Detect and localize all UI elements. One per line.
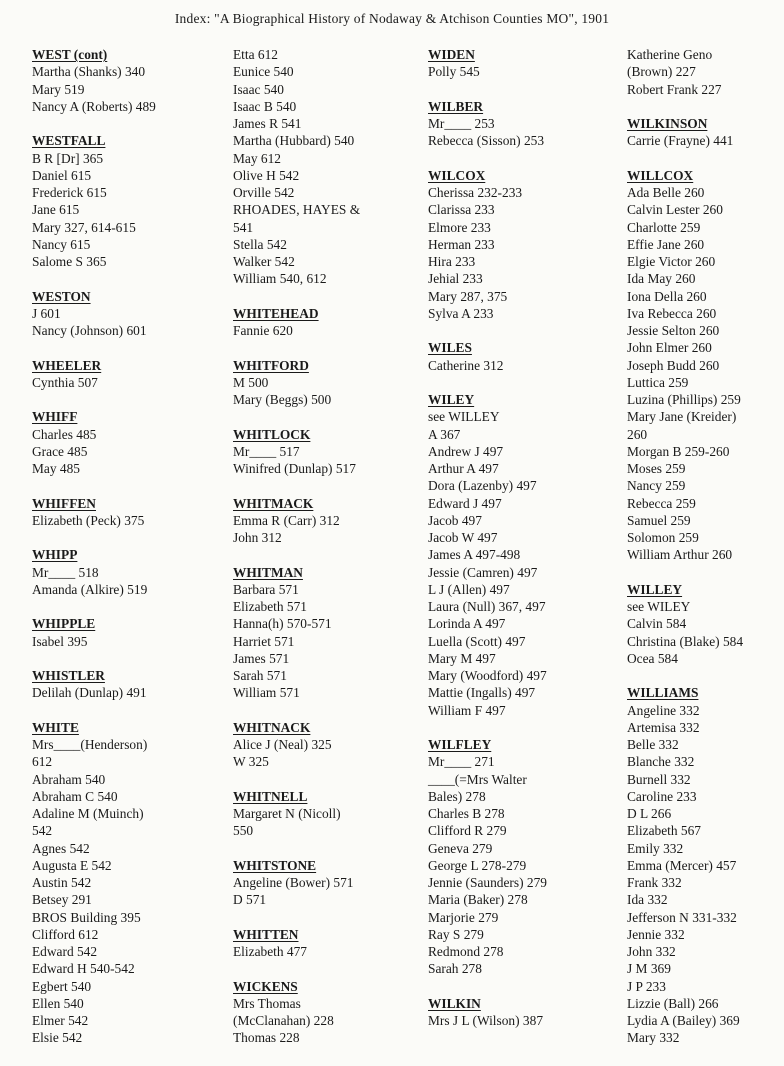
index-entry: Catherine 312 [428,357,504,373]
index-entry: Ray S 279 [428,926,484,942]
index-entry: Christina (Blake) 584 [627,633,744,649]
index-entry: Katherine Geno [627,47,713,62]
index-entry: (Brown) 227 [627,64,696,80]
index-entry: Luzina (Phillips) 259 [627,392,741,407]
index-entry: Mrs J L (Wilson) 387 [428,1013,544,1028]
section-spacer [627,667,784,684]
surname-heading: WHITMACK [233,495,314,511]
index-entry: Frank 332 [627,875,682,890]
index-entry: Nancy 615 [32,236,91,252]
index-entry: Mr____ 253 [428,116,495,131]
section-spacer [32,650,222,667]
index-entry: Martha (Hubbard) 540 [233,133,355,149]
index-entry: J 601 [32,305,61,321]
index-entry: BROS Building 395 [32,909,141,925]
index-entry: Nancy A (Roberts) 489 [32,98,156,114]
index-entry: 550 [233,823,254,839]
index-entry: Jessie (Camren) 497 [428,564,538,580]
index-entry: Mary Jane (Kreider) [627,409,737,425]
index-entry: Ocea 584 [627,650,678,666]
surname-heading: WEST (cont) [32,47,108,62]
section-spacer [32,391,222,408]
surname-heading: WHEELER [32,357,102,373]
index-entry: Mary M 497 [428,650,496,666]
index-entry: Polly 545 [428,64,480,80]
index-entry: Betsey 291 [32,892,92,908]
index-entry: Walker 542 [233,254,295,269]
index-entry: Abraham 540 [32,771,106,787]
section-spacer [32,598,222,615]
index-entry: Luttica 259 [627,374,689,390]
index-entry: Barbara 571 [233,581,299,597]
index-entry: Elizabeth 567 [627,823,701,839]
index-entry: Artemisa 332 [627,719,700,735]
page-title: Index: "A Biographical History of Nodaway & Atchison Counties MO", 1901 [174,11,610,26]
index-entry: Ida 332 [627,892,668,908]
surname-heading: WHITNELL [233,788,308,804]
index-entry: Martha (Shanks) 340 [32,64,146,80]
index-entry: Ada Belle 260 [627,185,705,200]
index-entry: Bales) 278 [428,788,486,804]
index-entry: Mattie (Ingalls) 497 [428,685,536,701]
index-entry: Iona Della 260 [627,288,707,304]
surname-heading: WILFLEY [428,737,492,752]
index-entry: Jehial 233 [428,271,483,287]
index-entry: John 332 [627,944,676,959]
index-entry: J P 233 [627,978,666,994]
index-entry: Mr____ 271 [428,754,495,770]
index-entry: see WILLEY [428,409,500,425]
index-entry: (McClanahan) 228 [233,1013,334,1028]
index-entry: Joseph Budd 260 [627,357,720,373]
index-entry: Iva Rebecca 260 [627,305,717,321]
index-entry: Frederick 615 [32,185,107,200]
index-entry: Etta 612 [233,47,278,62]
index-entry: D 571 [233,892,267,908]
index-entry: Thomas 228 [233,1030,300,1046]
index-entry: Jefferson N 331-332 [627,909,737,925]
index-entry: Daniel 615 [32,167,92,183]
surname-heading: WILLIAMS [627,685,699,701]
index-entry: William 571 [233,685,300,701]
index-entry: May 485 [32,461,80,476]
section-spacer [32,270,222,287]
index-entry: Emily 332 [627,840,684,856]
index-entry: Luella (Scott) 497 [428,633,526,649]
index-entry: Nancy 259 [627,478,686,494]
index-entry: RHOADES, HAYES & [233,202,361,218]
section-spacer [627,150,784,167]
surname-heading: WESTFALL [32,133,106,149]
index-entry: Carrie (Frayne) 441 [627,133,734,149]
section-spacer [233,840,423,857]
index-entry: Delilah (Dunlap) 491 [32,685,147,701]
index-entry: Charles B 278 [428,806,505,821]
index-entry: Salome S 365 [32,254,107,269]
section-spacer [428,322,618,339]
section-spacer [428,374,618,391]
index-entry: Mary (Woodford) 497 [428,668,547,683]
index-entry: Nancy (Johnson) 601 [32,323,147,338]
index-entry: 542 [32,823,53,839]
index-entry: Blanche 332 [627,754,695,770]
index-entry: Emma R (Carr) 312 [233,512,340,528]
surname-heading: WILCOX [428,167,486,183]
index-entry: B R [Dr] 365 [32,150,104,166]
surname-heading: WHITE [32,719,79,735]
index-entry: Mary 332 [627,1030,680,1046]
index-entry: Andrew J 497 [428,443,504,459]
index-entry: James 571 [233,650,290,666]
index-entry: Solomon 259 [627,530,699,545]
surname-heading: WHITNACK [233,719,311,735]
index-entry: Edward H 540-542 [32,961,135,977]
index-entry: Jane 615 [32,202,80,218]
index-entry: D L 266 [627,806,672,821]
surname-heading: WHITFORD [233,357,309,373]
index-entry: Cynthia 507 [32,374,98,390]
index-entry: Adaline M (Muinch) [32,806,144,821]
index-entry: 541 [233,219,254,235]
index-entry: Lydia A (Bailey) 369 [627,1013,740,1028]
index-column-3 [428,46,618,1029]
index-entry: Harriet 571 [233,633,295,649]
index-entry: Isaac 540 [233,81,284,97]
index-entry: Dora (Lazenby) 497 [428,478,537,494]
section-spacer [32,529,222,546]
index-entry: 260 [627,426,648,442]
index-entry: Caroline 233 [627,788,697,804]
index-entry: ____(=Mrs Walter [428,771,527,787]
index-entry: Lizzie (Ball) 266 [627,995,719,1011]
index-entry: Calvin 584 [627,616,687,632]
surname-heading: WILBER [428,98,484,114]
index-entry: Rebecca 259 [627,495,696,511]
index-entry: Ellen 540 [32,995,84,1011]
index-column-1 [32,46,222,1047]
index-column-2 [233,46,423,1047]
index-entry: Orville 542 [233,185,295,200]
index-entry: Isabel 395 [32,633,88,649]
section-spacer [233,960,423,977]
index-entry: Isaac B 540 [233,98,297,114]
surname-heading: WHIFF [32,409,78,425]
index-entry: A 367 [428,426,461,442]
index-entry: Sarah 278 [428,961,482,977]
index-entry: Grace 485 [32,443,88,459]
section-spacer [428,978,618,995]
index-entry: Mary 287, 375 [428,288,508,304]
index-entry: Angeline (Bower) 571 [233,875,354,890]
section-spacer [233,339,423,356]
index-entry: Clifford 612 [32,926,99,942]
index-entry: W 325 [233,754,269,770]
index-entry: Samuel 259 [627,512,691,528]
surname-heading: WILKINSON [627,116,708,131]
index-entry: William F 497 [428,702,506,718]
index-entry: Sylva A 233 [428,305,494,321]
index-entry: Moses 259 [627,461,686,476]
index-entry: L J (Allen) 497 [428,581,510,597]
surname-heading: WHITEHEAD [233,305,319,321]
index-entry: Sarah 571 [233,668,287,683]
surname-heading: WILLEY [627,581,683,597]
index-entry: Belle 332 [627,737,679,752]
index-entry: Fannie 620 [233,323,293,338]
index-entry: Elsie 542 [32,1030,83,1046]
index-entry: James A 497-498 [428,547,521,563]
index-entry: John Elmer 260 [627,340,712,356]
surname-heading: WHIFFEN [32,495,96,511]
index-entry: Burnell 332 [627,771,691,787]
index-entry: Maria (Baker) 278 [428,892,528,908]
section-spacer [32,339,222,356]
index-entry: Jacob 497 [428,512,482,528]
index-entry: Stella 542 [233,236,287,252]
surname-heading: WHITLOCK [233,426,311,442]
index-entry: Mary 519 [32,81,85,97]
index-entry: Eunice 540 [233,64,294,80]
index-entry: Morgan B 259-260 [627,443,730,459]
section-spacer [428,719,618,736]
section-spacer [233,909,423,926]
index-entry: Jacob W 497 [428,530,498,545]
index-entry: Ida May 260 [627,271,696,287]
surname-heading: WICKENS [233,978,298,994]
section-spacer [233,477,423,494]
index-entry: Clifford R 279 [428,823,507,839]
index-entry: Elmer 542 [32,1013,89,1028]
index-entry: Calvin Lester 260 [627,202,723,218]
index-entry: Angeline 332 [627,702,700,718]
section-spacer [233,702,423,719]
index-entry: Herman 233 [428,236,495,252]
surname-heading: WHIPPLE [32,616,96,632]
section-spacer [32,477,222,494]
index-entry: James R 541 [233,116,302,131]
index-entry: Geneva 279 [428,840,493,856]
index-entry: Mary 327, 614-615 [32,219,136,235]
section-spacer [627,98,784,115]
section-spacer [32,702,222,719]
section-spacer [627,564,784,581]
index-entry: Abraham C 540 [32,788,118,804]
surname-heading: WHITSTONE [233,857,317,873]
section-spacer [233,408,423,425]
index-entry: Edward 542 [32,944,98,959]
index-entry: Edward J 497 [428,495,502,511]
index-entry: Mrs____(Henderson) [32,737,148,752]
surname-heading: WILEY [428,392,475,407]
index-entry: Agnes 542 [32,840,90,856]
index-entry: Amanda (Alkire) 519 [32,581,148,597]
surname-heading: WILLCOX [627,167,694,183]
index-entry: 612 [32,754,53,770]
index-entry: John 312 [233,530,282,545]
section-spacer [233,288,423,305]
index-entry: Elmore 233 [428,219,491,235]
surname-heading: WILKIN [428,995,481,1011]
index-entry: Clarissa 233 [428,202,495,218]
surname-heading: WILES [428,340,472,356]
index-entry: Margaret N (Nicoll) [233,806,341,821]
index-entry: Augusta E 542 [32,857,112,873]
index-entry: Mrs Thomas [233,995,301,1011]
surname-heading: WIDEN [428,47,475,62]
index-entry: Robert Frank 227 [627,81,722,97]
index-entry: Rebecca (Sisson) 253 [428,133,545,149]
index-entry: May 612 [233,150,281,166]
index-entry: Redmond 278 [428,944,504,959]
section-spacer [233,771,423,788]
index-entry: Charles 485 [32,426,97,442]
surname-heading: WHITTEN [233,926,299,942]
surname-heading: WHITMAN [233,564,303,580]
surname-heading: WHIPP [32,547,78,563]
index-entry: Mary (Beggs) 500 [233,392,332,407]
index-entry: Alice J (Neal) 325 [233,737,332,752]
index-entry: Winifred (Dunlap) 517 [233,461,356,476]
index-entry: Jessie Selton 260 [627,323,720,338]
index-entry: Cherissa 232-233 [428,185,523,200]
index-entry: Emma (Mercer) 457 [627,857,737,873]
index-entry: Lorinda A 497 [428,616,506,632]
index-entry: Jennie (Saunders) 279 [428,875,547,890]
index-entry: Hanna(h) 570-571 [233,616,332,632]
index-entry: Elizabeth 571 [233,599,307,614]
index-entry: Mr____ 518 [32,564,99,580]
index-entry: Hira 233 [428,254,476,269]
index-entry: Austin 542 [32,875,92,890]
section-spacer [428,81,618,98]
surname-heading: WHISTLER [32,668,105,683]
section-spacer [428,150,618,167]
index-column-4 [627,46,784,1047]
index-entry: Elizabeth (Peck) 375 [32,512,145,528]
index-entry: Charlotte 259 [627,219,701,235]
index-entry: Marjorie 279 [428,909,499,925]
index-entry: Mr____ 517 [233,443,300,459]
index-entry: Arthur A 497 [428,461,499,476]
section-spacer [233,546,423,563]
index-entry: Laura (Null) 367, 497 [428,599,546,614]
index-entry: J M 369 [627,961,671,977]
index-entry: William 540, 612 [233,271,327,287]
surname-heading: WESTON [32,288,91,304]
index-entry: Effie Jane 260 [627,236,705,252]
index-entry: M 500 [233,374,269,390]
index-entry: Egbert 540 [32,978,92,994]
index-entry: Elgie Victor 260 [627,254,716,269]
index-entry: William Arthur 260 [627,547,733,563]
index-entry: Jennie 332 [627,926,685,942]
index-entry: Elizabeth 477 [233,944,307,959]
index-entry: Olive H 542 [233,167,300,183]
index-entry: see WILEY [627,599,691,614]
index-entry: George L 278-279 [428,857,527,873]
section-spacer [32,115,222,132]
